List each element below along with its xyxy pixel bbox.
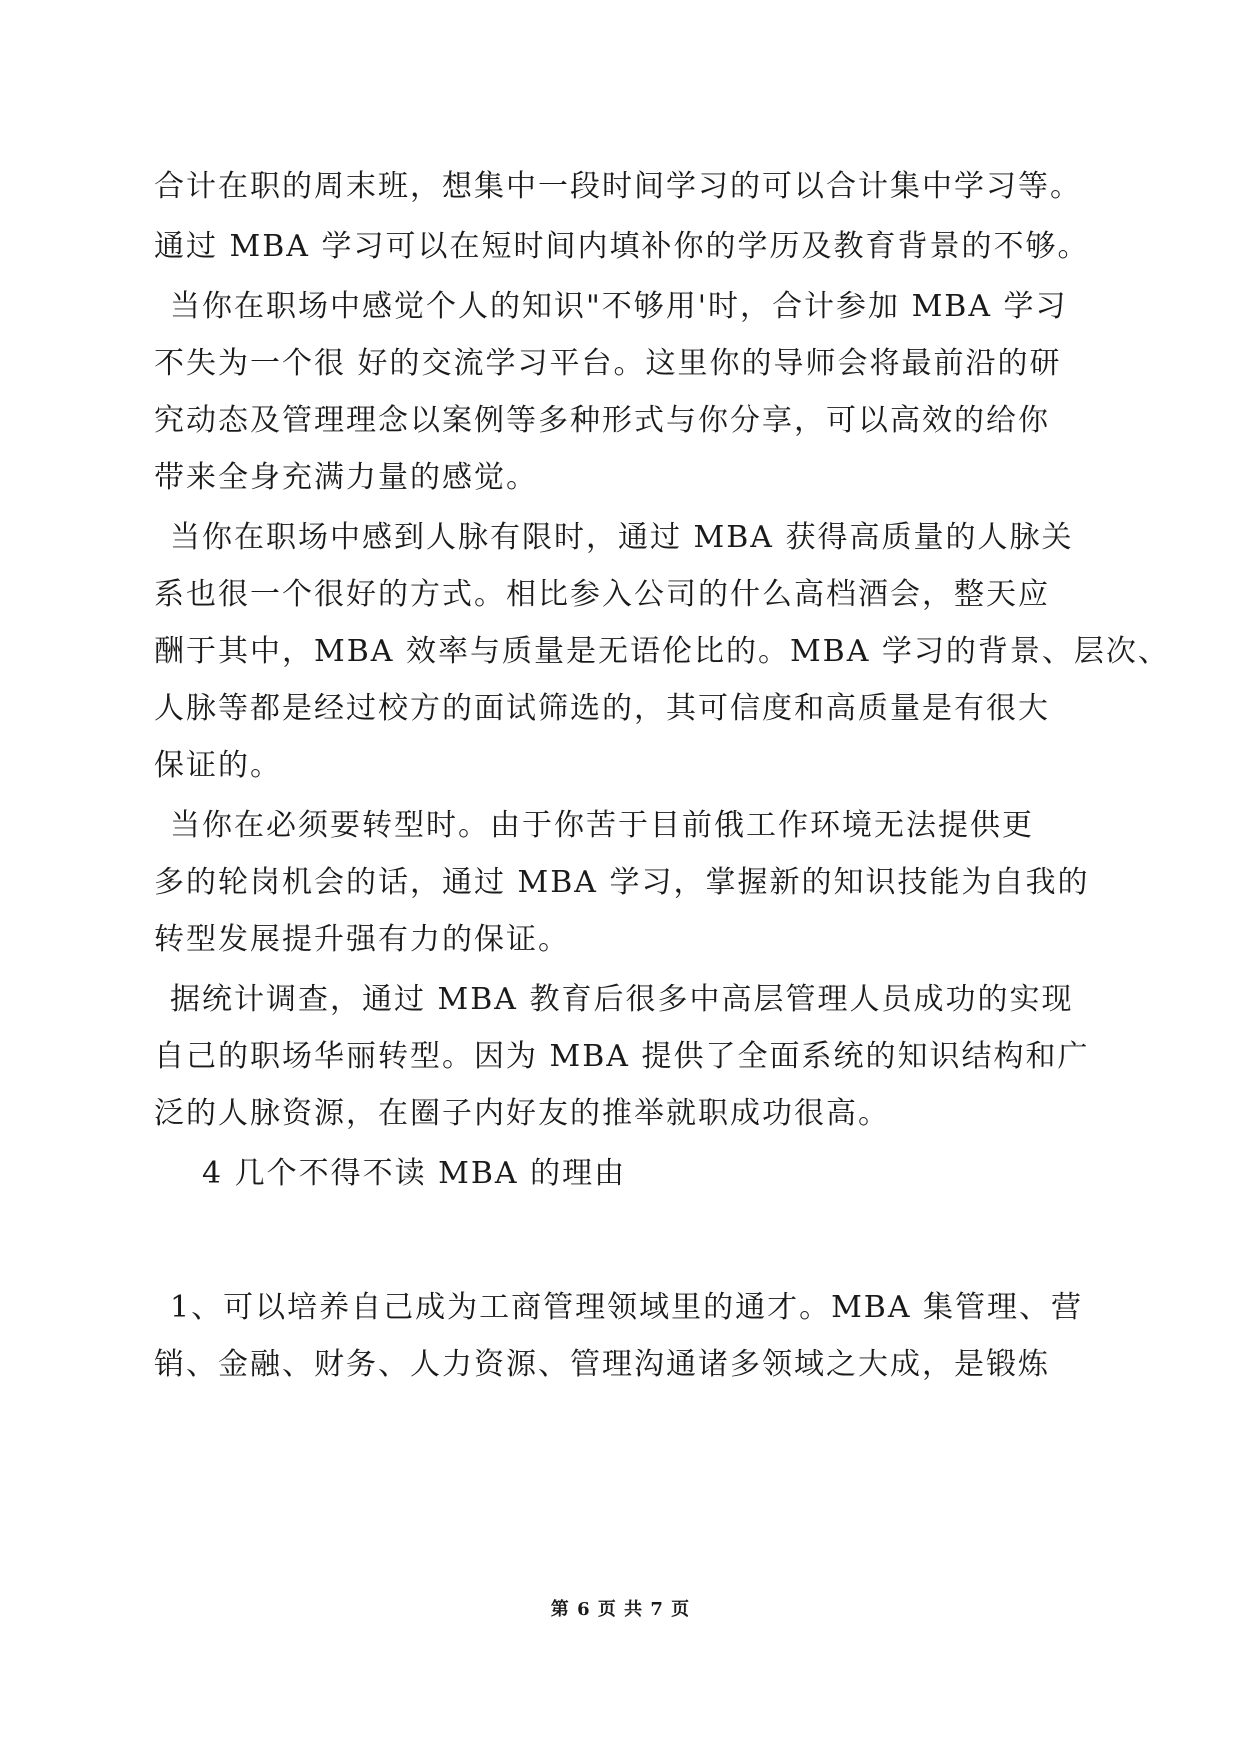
paragraph-3-line-1: 当你在职场中感到人脉有限时，通过 MBA 获得高质量的人脉关: [170, 520, 1074, 555]
section-heading: 4 几个不得不读 MBA 的理由: [202, 1156, 627, 1191]
paragraph-2-line-4: 带来全身充满力量的感觉。: [154, 460, 538, 495]
paragraph-2-line-2: 不失为一个很 好的交流学习平台。这里你的导师会将最前沿的研: [154, 346, 1062, 381]
paragraph-2-line-3: 究动态及管理理念以案例等多种形式与你分享，可以高效的给你: [154, 403, 1050, 438]
paragraph-3-line-4: 人脉等都是经过校方的面试筛选的，其可信度和高质量是有很大: [154, 691, 1050, 726]
paragraph-3-line-5: 保证的。: [154, 748, 282, 783]
list-item-1-line-2: 销、金融、财务、人力资源、管理沟通诸多领域之大成，是锻炼: [154, 1347, 1050, 1382]
paragraph-4-line-2: 多的轮岗机会的话，通过 MBA 学习，掌握新的知识技能为自我的: [154, 865, 1090, 900]
list-item-1-line-1: 1、可以培养自己成为工商管理领域里的通才。MBA 集管理、营: [170, 1290, 1084, 1325]
paragraph-3-line-3: 酬于其中，MBA 效率与质量是无语伦比的。MBA 学习的背景、层次、: [154, 634, 1170, 669]
paragraph-1-line-1: 合计在职的周末班，想集中一段时间学习的可以合计集中学习等。: [154, 169, 1082, 204]
paragraph-5-line-3: 泛的人脉资源，在圈子内好友的推举就职成功很高。: [154, 1096, 890, 1131]
paragraph-5-line-1: 据统计调查，通过 MBA 教育后很多中高层管理人员成功的实现: [170, 982, 1074, 1017]
paragraph-5-line-2: 自己的职场华丽转型。因为 MBA 提供了全面系统的知识结构和广: [154, 1039, 1090, 1074]
page-footer: 第 6 页 共 7 页: [550, 1599, 691, 1620]
paragraph-4-line-1: 当你在必须要转型时。由于你苦于目前俄工作环境无法提供更: [170, 808, 1034, 843]
paragraph-4-line-3: 转型发展提升强有力的保证。: [154, 922, 570, 957]
paragraph-1-line-2: 通过 MBA 学习可以在短时间内填补你的学历及教育背景的不够。: [154, 229, 1090, 264]
paragraph-2-line-1: 当你在职场中感觉个人的知识"不够用'时，合计参加 MBA 学习: [170, 289, 1068, 324]
paragraph-3-line-2: 系也很一个很好的方式。相比参入公司的什么高档酒会，整天应: [154, 577, 1050, 612]
